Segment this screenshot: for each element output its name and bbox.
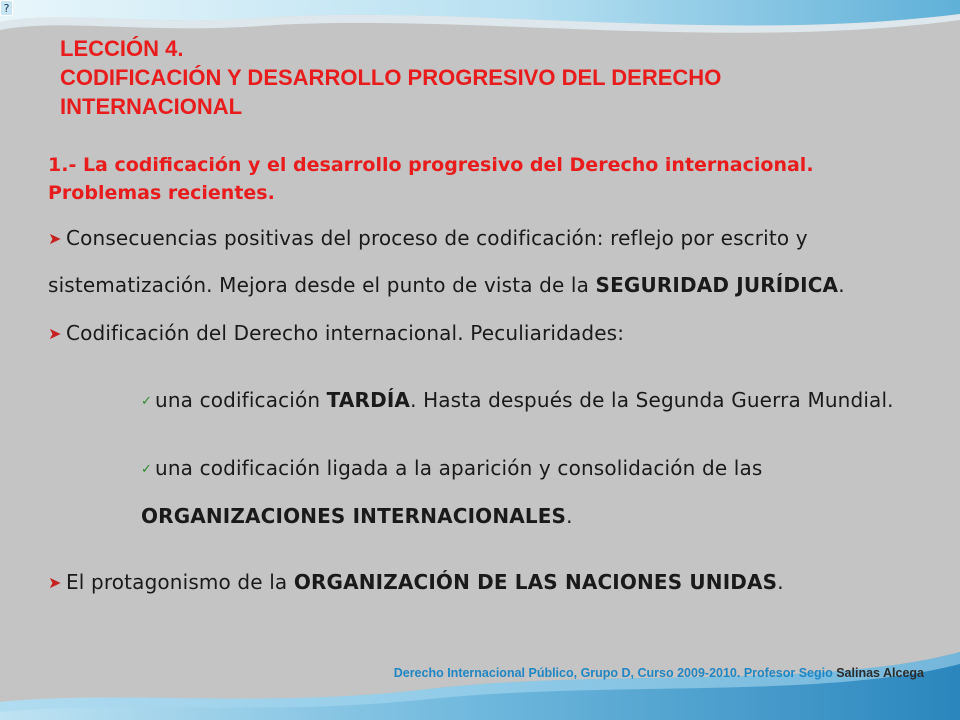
bullet-text-end: . [838,273,845,297]
check-item-late [141,377,928,425]
title-line-topic: CODIFICACIÓN Y DESARROLLO PROGRESIVO DEL DERECHO [60,65,722,90]
arrow-bullet-icon: ➤ [48,229,62,248]
section-heading [48,151,928,207]
check-item-organizations [141,445,928,539]
slide-footer [394,666,924,680]
check-text-end: . [566,504,573,528]
footer-course-info: Derecho Internacional Público, Grupo D, Curso 2009-2010. Profesor Segio [393,666,833,680]
missing-glyph-icon: ? [0,0,13,16]
title-line-lesson: LECCIÓN 4. [60,36,184,61]
footer-professor-name: Salinas Alcega [836,666,924,680]
arrow-bullet-icon: ➤ [48,573,62,592]
bullet-united-nations [48,559,928,606]
slide-title [60,34,940,121]
checkmark-icon: ✓ [141,462,153,477]
bullet-positive-consequences [48,215,928,308]
section-heading-line2: Problemas recientes. [48,182,275,204]
check-text-end: . Hasta después de la Segunda Guerra Mundial. [410,388,894,412]
bullet-text-end: . [777,570,784,594]
bullet-text: Codificación del Derecho internacional. Peculiaridades: [66,321,625,345]
bullet-bold-text: ORGANIZACIÓN DE LAS NACIONES UNIDAS [293,570,778,594]
check-text: una codificación ligada a la aparición y consolidación de las [155,456,763,480]
check-bold-text: TARDÍA [326,388,411,412]
bullet-bold-text: SEGURIDAD JURÍDICA [595,273,839,297]
title-line-topic-end: INTERNACIONAL [60,94,243,119]
bullet-text: Consecuencias positivas del proceso de codificación: reflejo por escrito y sistematización. Mejora desde el punto de vista de la [48,226,808,297]
check-bold-text: ORGANIZACIONES INTERNACIONALES [141,504,567,528]
check-text: una codificación [155,388,327,412]
slide-content [48,151,928,606]
bullet-peculiarities [48,310,928,357]
checkmark-icon: ✓ [141,394,153,409]
bullet-text: El protagonismo de la [66,570,294,594]
section-heading-line1: 1.- La codificación y el desarrollo progresivo del Derecho internacional. [48,154,814,176]
arrow-bullet-icon: ➤ [48,324,62,343]
